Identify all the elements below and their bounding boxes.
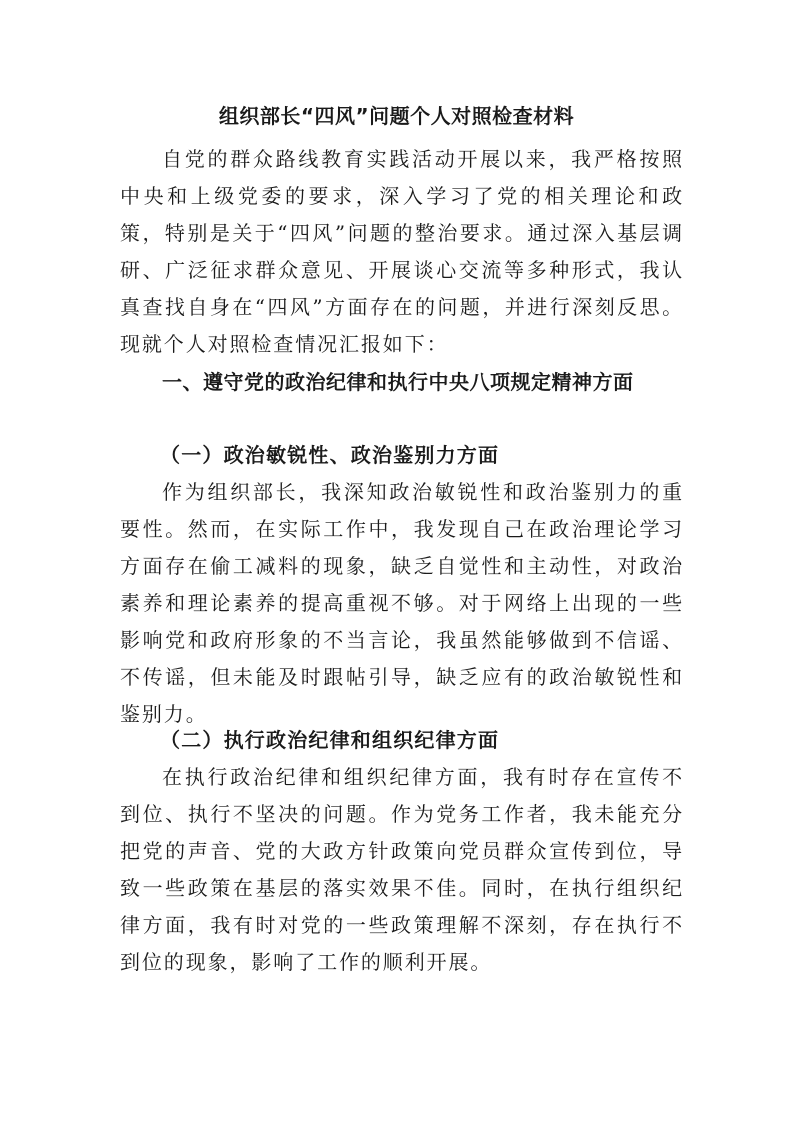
document-title: 组织部长“四风”问题个人对照检查材料 — [218, 104, 575, 128]
subsection-paragraph: 作为组织部长，我深知政治敏锐性和政治鉴别力的重要性。然而，在实际工作中，我发现自己在政治理论学习方面存在偷工减料的现象，缺乏自觉性和主动性，对政治素养和理论素养的提高重视不够。对于网络上出现的一些影响党和政府形象的不当言论，我虽然能够做到不信谣、不传谣，但未能及时跟帖引导，缺乏应有的政治敏锐性和鉴别力。 — [120, 480, 684, 726]
subsection-heading: （二）执行政治纪律和组织纪律方面 — [160, 728, 500, 752]
subsection-heading: （一）政治敏锐性、政治鉴别力方面 — [160, 443, 500, 467]
intro-paragraph: 自党的群众路线教育实践活动开展以来，我严格按照中央和上级党委的要求，深入学习了党的相关理论和政策，特别是关于“四风”问题的整治要求。通过深入基层调研、广泛征求群众意见、开展谈心交流等多种形式，我认真查找自身在“四风”方面存在的问题，并进行深刻反思。现就个人对照检查情况汇报如下： — [120, 147, 684, 356]
section-heading: 一、遵守党的政治纪律和执行中央八项规定精神方面 — [162, 370, 634, 394]
subsection-paragraph: 在执行政治纪律和组织纪律方面，我有时存在宣传不到位、执行不坚决的问题。作为党务工作者，我未能充分把党的声音、党的大政方针政策向党员群众宣传到位，导致一些政策在基层的落实效果不佳。同时，在执行组织纪律方面，我有时对党的一些政策理解不深刻，存在执行不到位的现象，影响了工作的顺利开展。 — [120, 765, 684, 974]
